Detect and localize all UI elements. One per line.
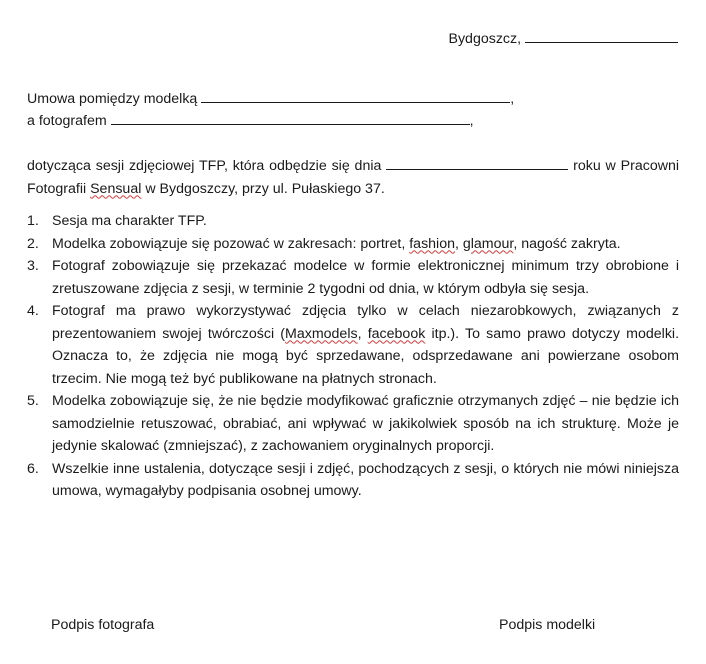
term-text [52, 390, 679, 458]
place-date-line [449, 30, 679, 47]
photographer-label: a fotografem [27, 113, 107, 129]
term-text [52, 300, 679, 390]
term-item [27, 300, 679, 390]
term-item [27, 458, 679, 503]
term-text [52, 458, 679, 503]
term-text-segment: Modelka zobowiązuje się pozować w zakresach: portret, [52, 235, 410, 252]
terms-list [27, 210, 679, 503]
intro-text-1: dotycząca sesji zdjęciowej TFP, która odbędzie się dnia [27, 158, 382, 174]
term-number: 6. [27, 460, 39, 477]
intro-line-2 [27, 178, 679, 201]
term-text-segment: , [357, 325, 368, 342]
model-signature-label: Podpis modelki [499, 617, 596, 633]
session-intro [27, 155, 679, 200]
term-text-segment: Fotograf zobowiązuje się przekazać modelce w formie elektronicznej minimum trzy obrobione i zretuszowane zdjęcia z sesji, w terminie 2 tygodni od dnia, w którym odbyła się sesja. [52, 258, 679, 297]
term-number: 3. [27, 258, 39, 274]
term-text-segment: Sesja ma charakter TFP. [52, 213, 207, 229]
term-text [52, 255, 679, 300]
term-item [27, 255, 679, 300]
model-name-blank [201, 90, 510, 103]
date-blank [525, 30, 678, 43]
term-item [27, 233, 679, 256]
term-number: 2. [27, 235, 39, 252]
studio-name: Sensual [90, 180, 142, 197]
intro-text-4: w Bydgoszczy, przy ul. Pułaskiego 37. [145, 180, 385, 197]
term-number: 1. [27, 213, 39, 229]
model-label: Umowa pomiędzy modelką [27, 91, 198, 107]
term-number: 5. [27, 393, 39, 409]
term-text-segment: , nagość zakryta. [513, 235, 621, 252]
model-party-line [27, 90, 514, 107]
term-text-segment: itp.). To samo prawo dotyczy modelki. Oznacza to, że zdjęcia nie mogą być sprzedawane, odsprzedawane ani powierzane osobom trzecim. Nie mogą też być publikowane na płatnych stronach. [52, 325, 680, 387]
term-text-segment: Modelka zobowiązuje się, że nie będzie modyfikować graficznie otrzymanych zdjęć – nie będzie ich samodzielnie retuszować, obrabiać, ani wpływać w jakikolwiek sposób na ich strukturę. Może je jedynie skalować (zmniejszać), z zachowaniem oryginalnych proporcji. [52, 393, 679, 454]
term-text-segment: Wszelkie inne ustalenia, dotyczące sesji i zdjęć, pochodzących z sesji, o których nie mówi niniejsza umowa, wymagałyby podpisania osobnej umowy. [52, 460, 679, 499]
photographer-party-line [27, 112, 474, 129]
term-number: 4. [27, 303, 39, 319]
spellcheck-flagged-word: fashion [409, 235, 455, 252]
term-item [27, 210, 679, 233]
session-date-blank [386, 157, 568, 170]
term-text-segment: , [454, 235, 463, 252]
intro-text-3: Fotografii [27, 180, 87, 197]
term-text-segment: Fotograf ma prawo wykorzystywać zdjęcia tylko w celach niezarobkowych, związanych z prezentowaniem swojej twórczości ( [52, 303, 679, 342]
photographer-signature-label: Podpis fotografa [51, 617, 155, 633]
photographer-name-blank [111, 112, 470, 125]
term-text [52, 210, 679, 233]
photographer-suffix: , [469, 113, 474, 129]
term-item [27, 390, 679, 458]
spellcheck-flagged-word: Maxmodels [285, 325, 358, 342]
intro-line-1 [27, 155, 679, 178]
spellcheck-flagged-word: facebook [367, 325, 426, 342]
place-label: Bydgoszcz, [448, 31, 522, 47]
model-suffix: , [510, 91, 515, 107]
intro-text-2: roku w Pracowni [573, 158, 679, 174]
spellcheck-flagged-word: glamour [462, 235, 514, 252]
term-text [52, 233, 679, 256]
